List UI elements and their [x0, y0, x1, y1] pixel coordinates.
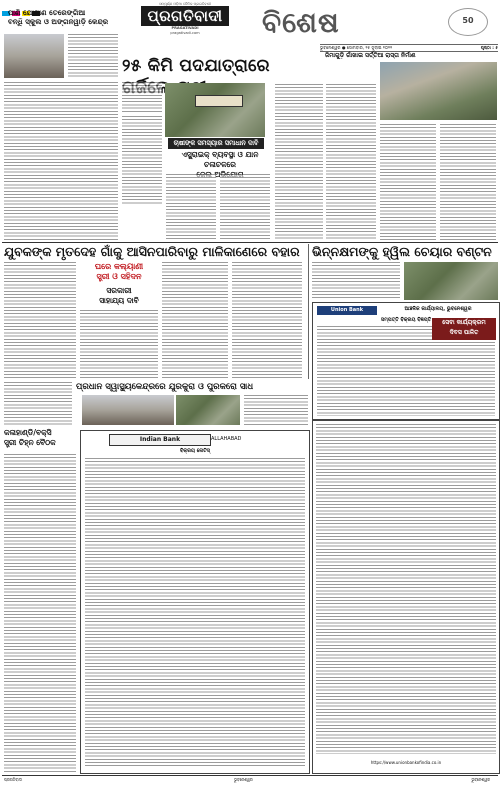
- union-bank-title: ଆଞ୍ଚଳିକ କାର୍ଯ୍ୟାଳୟ, ଭୁବନେଶ୍ୱର: [404, 306, 472, 312]
- color-registration-strip: [2, 1, 62, 7]
- right-story-headline: ଭିନ୍ନକ୍ଷମଙ୍କୁ ହ୍ୱିଲ ଚେୟାର ବଣ୍ଟନ: [312, 244, 492, 259]
- text-block: [4, 454, 76, 772]
- masthead-logo-sub: PRAGATIVADI: [171, 26, 199, 31]
- page-number: ପୃଷ୍ଠା : ୫: [480, 45, 498, 50]
- seva-program-box: ସେବା କାର୍ଯ୍ୟକ୍ରମ ଦିବସ ପାଳିତ: [432, 318, 496, 340]
- section-title: ବିଶେଷ: [262, 6, 340, 39]
- footer-left: ପ୍ରଗତିବାଦୀ: [4, 777, 23, 782]
- right-photo-caption: ଜିମାଗୁଡ଼ି ଗାଁଖାଇ ସର୍ତ୍ତିଆ ରାସ୍ତା ନିର୍ମାଣ: [325, 52, 416, 59]
- text-block: [220, 174, 270, 240]
- masthead-url: pragativadi.com: [170, 30, 200, 35]
- text-block: [440, 124, 496, 240]
- box-subtitle: ସରକାରୀ ସାହାଯ୍ୟ ଦାବି: [99, 286, 139, 305]
- rally-banner: [195, 95, 243, 107]
- masthead-logo-block: [120, 2, 250, 46]
- text-block: [4, 382, 72, 426]
- text-block: [122, 82, 162, 112]
- divider: [2, 775, 498, 776]
- auction-table-ad: [312, 420, 500, 774]
- indian-bank-sub: ALLAHABAD: [211, 436, 242, 442]
- text-block: [122, 116, 162, 204]
- text-block: [244, 395, 308, 425]
- text-block: [275, 84, 323, 240]
- text-block: [312, 262, 400, 300]
- bottom-left-headline: କଳାହାଣ୍ଡି/ବକ୍ସି ସ୍ତ୍ରୀ ଚିହ୍ନ ବୈଠକ: [4, 428, 56, 447]
- subhead-2: ଏସ୍ପ୍ରାଇକ୍ ବ୍ୟବସ୍ଥା ଓ ଯାନ ଚଳାଚଳରେ: [181, 150, 259, 169]
- text-block: [4, 262, 76, 378]
- school-photo: [4, 34, 64, 78]
- red-box-title: ଘରେ କଲ୍ୟାଣୀ ସ୍ତ୍ରୀ ଓ ସହିଦନ: [94, 262, 144, 281]
- top-left-headline: ପାଣି ଯୋଗାଣ ତେରେଙ୍ଗିଆ ବନ୍ଧିି ସ୍କୁଲ ଓ ଅଙ୍ଗନୱାଡ଼ି କେନ୍ଦ୍ର: [8, 8, 109, 26]
- farmers-rally-photo: [165, 83, 265, 137]
- text-block: [166, 174, 216, 240]
- union-bank-logo: Union Bank: [317, 306, 377, 315]
- text-block: [4, 82, 118, 240]
- wheelchair-photo: [404, 262, 498, 300]
- footer-center: ଭୁବନେଶ୍ୱର: [234, 777, 253, 782]
- text-block: [162, 262, 228, 378]
- text-block: [68, 34, 118, 78]
- union-bank-url: https://www.unionbankofindia.co.in: [370, 760, 442, 765]
- dateline-bar: [320, 44, 498, 52]
- indian-bank-logo: Indian Bank: [109, 434, 211, 446]
- masthead-logo: ପ୍ରଗତିବାଦୀ: [141, 6, 228, 26]
- text-block: [380, 124, 436, 240]
- text-block: [80, 310, 158, 380]
- text-block: [326, 84, 376, 240]
- masthead-tagline: ସମ୍ପୂର୍ଣ୍ଣ ଓଡ଼ିଆ ଦୈନିକ ପ୍ରଗତିବାଦୀ: [159, 2, 211, 6]
- ad-fine-print: [85, 458, 305, 768]
- left-story-headline: ଯୁବକଙ୍କ ମୃତଦେହ ଗାଁକୁ ଆସିନପାରିବାରୁ ମାଳିକାଣେରେ ବହାର: [4, 244, 300, 259]
- footer-right: ଭୁବନେଶ୍ୱର: [471, 777, 490, 782]
- main-headline: ୨୫ କିମି ପଦଯାତ୍ରାରେ: [122, 56, 270, 76]
- health-centre-photo: [82, 395, 174, 425]
- subhead-banner: ଚାଷୀଙ୍କ ସମସ୍ୟାର ସମାଧାନ ଦାବି: [168, 138, 264, 149]
- ad-fine-print: [316, 424, 496, 754]
- divider: [2, 242, 498, 243]
- anniversary-label: 50: [462, 16, 474, 25]
- union-bank-notice: ସମ୍ପତ୍ତି ବିକ୍ରୟ ବିଜ୍ଞପ୍ତି: [380, 317, 432, 323]
- text-block: [232, 262, 302, 378]
- dateline: ଭୁବନେଶ୍ୱର ● ସୋମବାର, ୨୫ ଜୁଲାଇ ୨୦୨୨: [320, 45, 393, 50]
- footer: [4, 777, 494, 785]
- road-photo: [380, 62, 497, 120]
- indian-bank-ad: [80, 430, 310, 774]
- photo-caption-headline: ପ୍ରଧାନ ସ୍ୱାସ୍ଥ୍ୟକେନ୍ଦ୍ରରେ ଯୁରକୁରା ଓ ପୁରକରୋ ସାଧ: [76, 382, 254, 392]
- divider: [308, 244, 309, 379]
- indian-bank-notice: ବିକ୍ରୟ ନୋଟିସ୍: [179, 448, 210, 454]
- health-centre-photo-2: [176, 395, 240, 425]
- anniversary-emblem: [448, 8, 488, 36]
